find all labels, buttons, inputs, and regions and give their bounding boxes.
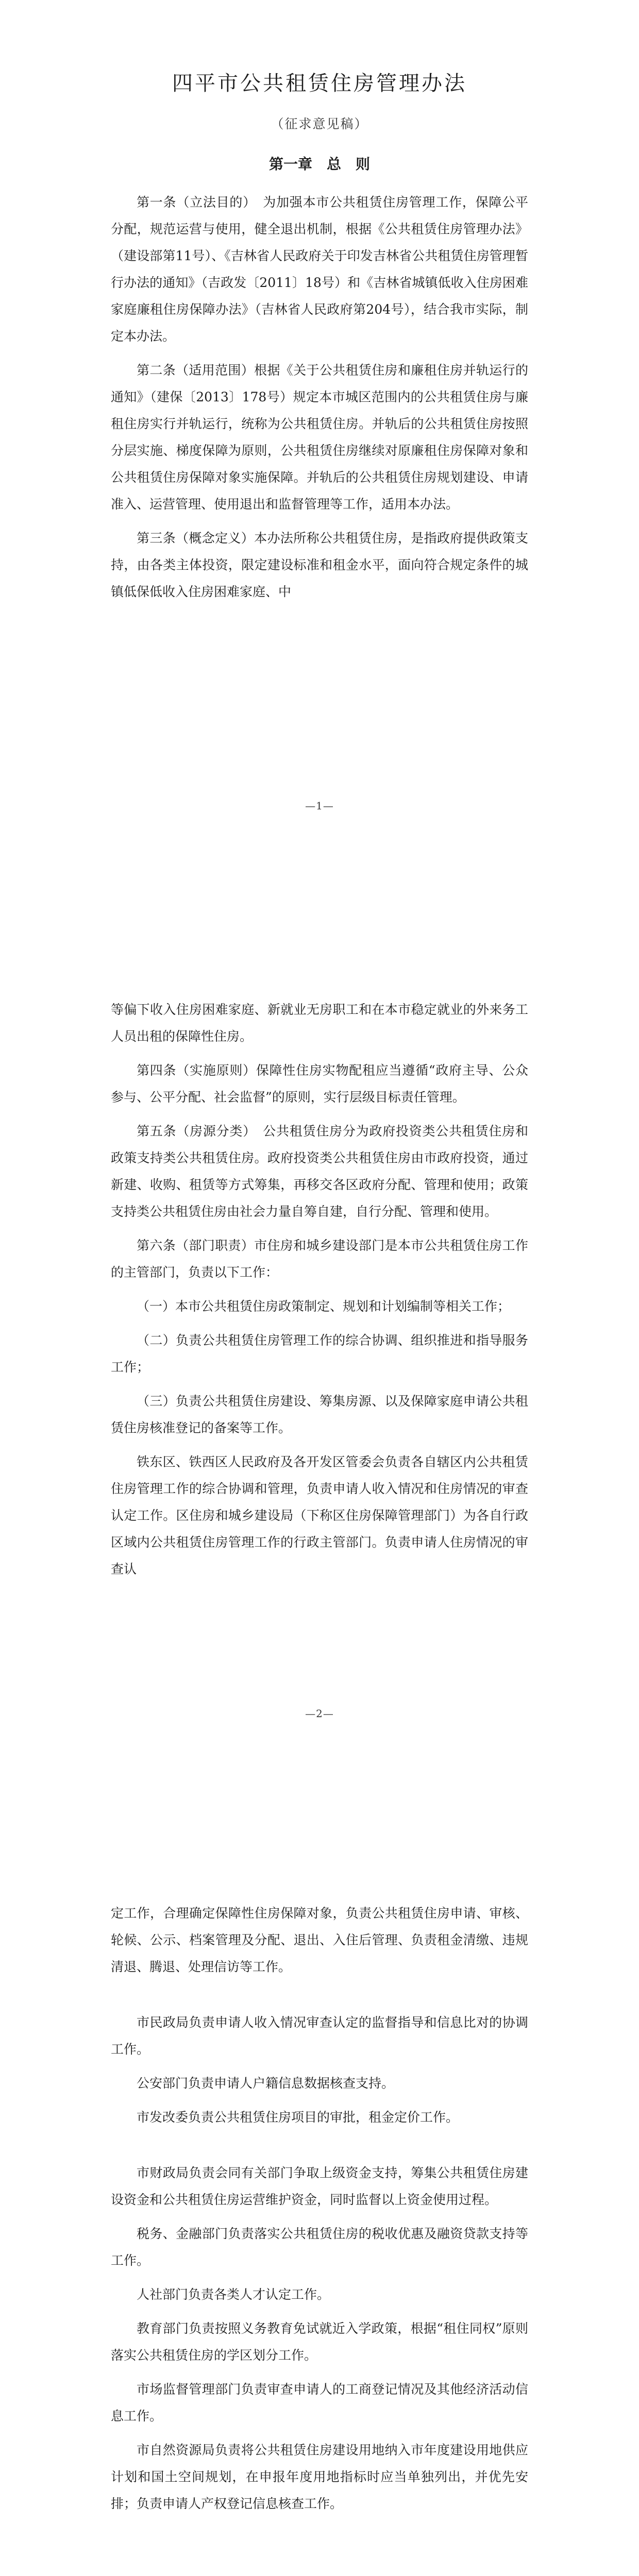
document-page-3	[0, 1807, 639, 2576]
document-title: 四平市公共租赁住房管理办法	[172, 72, 467, 95]
document-subtitle: （征求意见稿）	[271, 116, 368, 131]
article-1-paragraph: 第一条（立法目的） 为加强本市公共租赁住房管理工作，保障公平分配，规范运营与使用，健全退出机制，根据《公共租赁住房管理办法》（建设部第11号）、《吉林省人民政府关于印发吉林省公共租赁住房管理暂行办法的通知》（吉政发〔2011〕18号）和《吉林省城镇低收入住房困难家庭廉租住房保障办法》（吉林省人民政府第204号），结合我市实际，制定本办法。	[111, 195, 528, 344]
article-3-continuation: 等偏下收入住房困难家庭、新就业无房职工和在本市稳定就业的外来务工人员出租的保障性住房。	[111, 1002, 528, 1044]
article-4-paragraph: 第四条（实施原则）保障性住房实物配租应当遵循“政府主导、公众参与、公平分配、社会监督”的原则，实行层级目标责任管理。	[111, 1063, 528, 1105]
paragraph-gap	[111, 2138, 528, 2160]
development-reform-duty: 市发改委负责公共租赁住房项目的审批，租金定价工作。	[137, 2110, 459, 2125]
article-6-item-1: （一）本市公共租赁住房政策制定、规划和计划编制等相关工作；	[137, 1299, 511, 1314]
document-page-2	[0, 904, 639, 1807]
page-number: —1—	[305, 800, 334, 812]
article-6-item-3: （三）负责公共租赁住房建设、筹集房源、以及保障家庭申请公共租赁住房核准登记的备案等工作。	[111, 1394, 528, 1435]
article-5-paragraph: 第五条（房源分类） 公共租赁住房分为政府投资类公共租赁住房和政策支持类公共租赁住房。政府投资类公共租赁住房由市政府投资，通过新建、收购、租赁等方式筹集，再移交各区政府分配、管理和使用；政策支持类公共租赁住房由社会力量自筹自建，自行分配、管理和使用。	[111, 1124, 528, 1219]
page-3-content	[111, 1900, 528, 2524]
article-2-paragraph: 第二条（适用范围）根据《关于公共租赁住房和廉租住房并轨运行的通知》（建保〔2013〕178号）规定本市城区范围内的公共租赁住房与廉租住房实行并轨运行，统称为公共租赁住房。并轨后的公共租赁住房按照分层实施、梯度保障为原则，公共租赁住房继续对原廉租住房保障对象和公共租赁住房保障对象实施保障。并轨后的公共租赁住房规划建设、申请准入、运营管理、使用退出和监督管理等工作，适用本办法。	[111, 363, 528, 512]
article-3-paragraph: 第三条（概念定义）本办法所称公共租赁住房，是指政府提供政策支持，由各类主体投资，限定建设标准和租金水平，面向符合规定条件的城镇低保低收入住房困难家庭、中	[111, 531, 528, 599]
page-number: —2—	[305, 1707, 334, 1720]
human-resources-duty: 人社部门负责各类人才认定工作。	[137, 2287, 330, 2302]
public-security-duty: 公安部门负责申请人户籍信息数据核查支持。	[137, 2076, 395, 2091]
page-1-content	[111, 67, 528, 613]
district-duties-paragraph: 铁东区、铁西区人民政府及各开发区管委会负责各自辖区内公共租赁住房管理工作的综合协调和管理，负责申请人收入情况和住房情况的审查认定工作。区住房和城乡建设局（下称区住房保障管理部门）为各自行政区域内公共租赁住房管理工作的行政主管部门。负责申请人住房情况的审查认	[111, 1454, 528, 1577]
market-supervision-duty: 市场监督管理部门负责审查申请人的工商登记情况及其他经济活动信息工作。	[111, 2382, 528, 2424]
education-duty: 教育部门负责按照义务教育免试就近入学政策，根据“租住同权”原则落实公共租赁住房的学区划分工作。	[111, 2321, 528, 2363]
document-page-1	[0, 0, 639, 904]
chapter-heading: 第一章 总 则	[268, 156, 370, 173]
civil-affairs-duty: 市民政局负责申请人收入情况审查认定的监督指导和信息比对的协调工作。	[111, 2015, 528, 2057]
natural-resources-duty: 市自然资源局负责将公共租赁住房建设用地纳入市年度建设用地供应计划和国土空间规划，在申报年度用地指标时应当单独列出，并优先安排；负责申请人产权登记信息核查工作。	[111, 2443, 528, 2511]
tax-finance-duty: 税务、金融部门负责落实公共租赁住房的税收优惠及融资贷款支持等工作。	[111, 2226, 528, 2268]
article-6-paragraph: 第六条（部门职责）市住房和城乡建设部门是本市公共租赁住房工作的主管部门，负责以下工作：	[111, 1238, 528, 1280]
finance-duty: 市财政局负责会同有关部门争取上级资金支持，筹集公共租赁住房建设资金和公共租赁住房运营维护资金，同时监督以上资金使用过程。	[111, 2165, 528, 2207]
article-6-item-2: （二）负责公共租赁住房管理工作的综合协调、组织推进和指导服务工作；	[111, 1333, 528, 1375]
page-2-content	[111, 996, 528, 1590]
district-duties-continuation: 定工作，合理确定保障性住房保障对象，负责公共租赁住房申请、审核、轮候、公示、档案管理及分配、退出、入住后管理、负责租金清缴、违规清退、腾退、处理信访等工作。	[111, 1906, 528, 1974]
paragraph-gap	[111, 1988, 528, 2009]
